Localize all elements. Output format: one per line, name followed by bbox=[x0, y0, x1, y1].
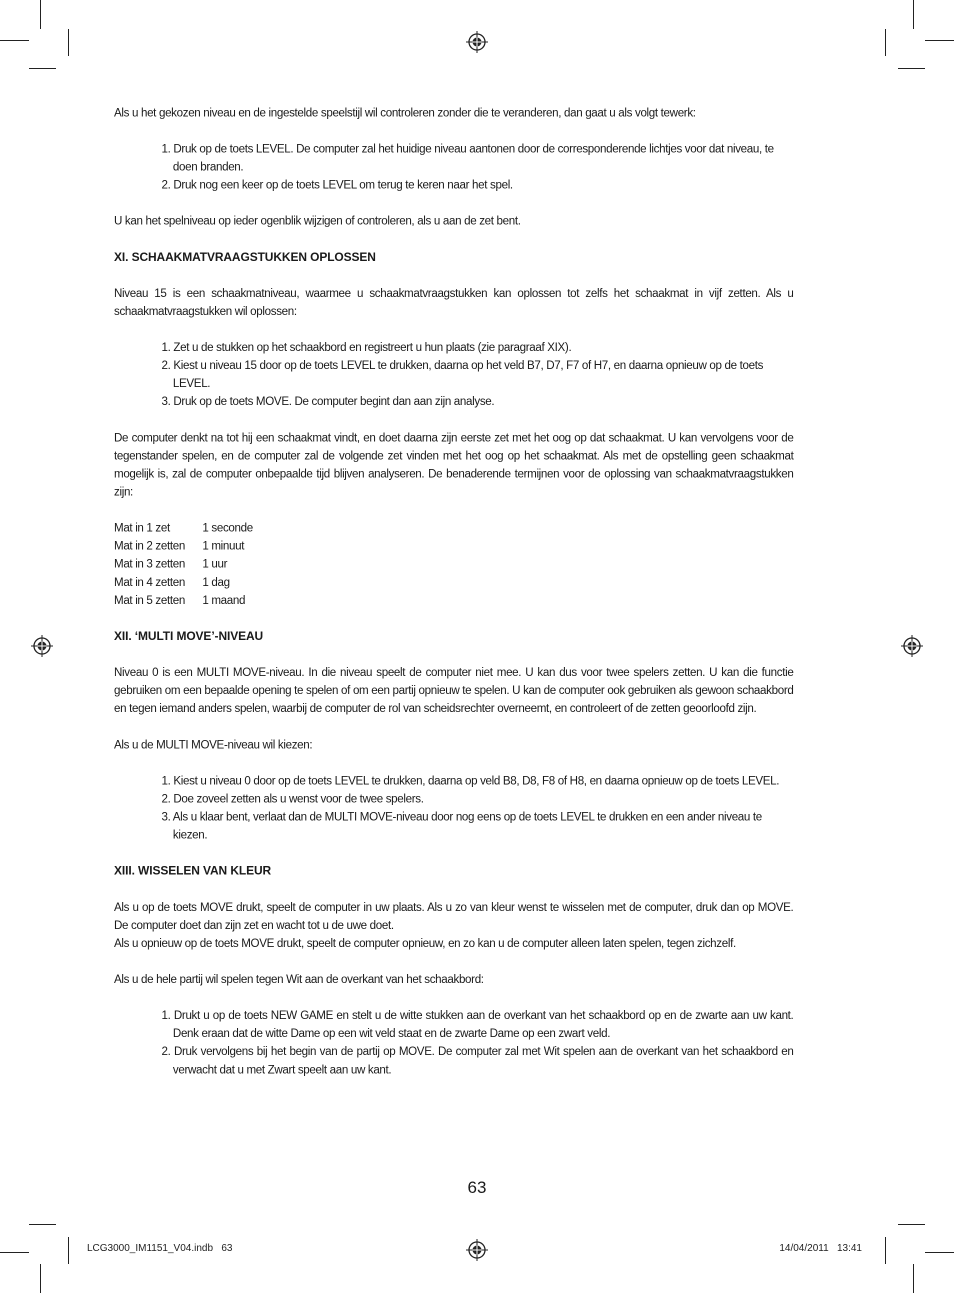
intro-note: U kan het spelniveau op ieder ogenblik wijzigen of controleren, als u aan de zet bent. bbox=[114, 214, 521, 228]
crop-mark bbox=[68, 29, 69, 56]
table-row bbox=[114, 592, 253, 610]
paragraph: Als u de hele partij wil spelen tegen Wit aan de overkant van het schaakbord: bbox=[114, 972, 484, 986]
table-cell: 1 minuut bbox=[202, 539, 245, 553]
table-cell: 1 uur bbox=[202, 557, 228, 571]
registration-mark-icon bbox=[466, 1239, 488, 1261]
crop-mark bbox=[885, 1237, 886, 1264]
crop-mark bbox=[0, 1252, 29, 1253]
table-cell: Mat in 1 zet bbox=[114, 521, 170, 535]
table-cell: Mat in 4 zetten bbox=[114, 575, 185, 589]
list-item: 2. Druk vervolgens bij het begin van de partij op MOVE. De computer zal met Wit spelen aan de overkant van het schaakbord en verwacht dat u met Zwart speelt aan uw kant. bbox=[161, 1044, 794, 1077]
crop-mark bbox=[913, 0, 914, 29]
list-item: 1. Zet u de stukken op het schaakbord en registreert u hun plaats (zie paragraaf XIX). bbox=[161, 340, 572, 354]
slug-file-info: LCG3000_IM1151_V04.indb 63 bbox=[87, 1243, 233, 1254]
intro-steps-list bbox=[114, 140, 793, 194]
crop-mark bbox=[925, 40, 954, 41]
table-cell: 1 seconde bbox=[202, 521, 253, 535]
crop-mark bbox=[898, 68, 925, 69]
list-item: 1. Drukt u op de toets NEW GAME en stelt u de witte stukken aan de overkant van het schaakbord op en de zwarte aan uw kant. Denk eraan dat de witte Dame op een wit veld staat en de zwarte Dame op een zwart veld. bbox=[161, 1008, 794, 1041]
section-heading-xii: XII. ‘MULTI MOVE’-NIVEAU bbox=[114, 629, 264, 643]
slug-datetime: 14/04/2011 13:41 bbox=[779, 1243, 862, 1254]
crop-mark bbox=[40, 0, 41, 29]
list-item: 1. Kiest u niveau 0 door op de toets LEVEL te drukken, daarna op veld B8, D8, F8 of H8, en daarna opnieuw op de toets LEVEL. bbox=[161, 773, 780, 788]
intro-paragraph: Als u het gekozen niveau en de ingestelde speelstijl wil controleren zonder die te veranderen, dan gaat u als volgt tewerk: bbox=[114, 105, 696, 120]
table-cell: 1 dag bbox=[202, 575, 230, 589]
section-heading-xiii: XIII. WISSELEN VAN KLEUR bbox=[114, 864, 272, 878]
xiii-steps-list bbox=[114, 1007, 793, 1079]
mate-times-table bbox=[114, 519, 253, 609]
crop-mark bbox=[885, 29, 886, 56]
paragraph: Als u op de toets MOVE drukt, speelt de computer in uw plaats. Als u zo van kleur wenst te wisselen met de computer, druk dan op MOVE. De computer doet dan zijn zet en wacht tot u de uwe doet. bbox=[114, 900, 794, 932]
paragraph: Als u opnieuw op de toets MOVE drukt, speelt de computer opnieuw, en zo kan u de computer alleen laten spelen, tegen zichzelf. bbox=[114, 936, 736, 950]
list-item: 3. Druk op de toets MOVE. De computer begint dan aan zijn analyse. bbox=[161, 394, 495, 409]
section-heading-xi: XI. SCHAAKMATVRAAGSTUKKEN OPLOSSEN bbox=[114, 250, 376, 264]
crop-mark bbox=[40, 1264, 41, 1293]
table-cell: 1 maand bbox=[202, 593, 246, 607]
list-item: 2. Druk nog een keer op de toets LEVEL om terug te keren naar het spel. bbox=[161, 178, 513, 192]
registration-mark-icon bbox=[31, 635, 53, 657]
table-cell: Mat in 2 zetten bbox=[114, 539, 185, 553]
paragraph: Niveau 15 is een schaakmatniveau, waarmee u schaakmatvraagstukken kan oplossen tot zelfs het schaakmat in vijf zetten. Als u schaakmatvraagstukken wil oplossen: bbox=[114, 286, 794, 318]
list-item: 3. Als u klaar bent, verlaat dan de MULTI MOVE-niveau door nog eens op de toets LEVEL te drukken en een ander niveau te kiezen. bbox=[161, 810, 762, 842]
list-item: 1. Druk op de toets LEVEL. De computer zal het huidige niveau aantonen door de corresponderende lichtjes voor dat niveau, te doen branden. bbox=[161, 142, 774, 174]
page-number: 63 bbox=[467, 1178, 487, 1197]
table-row bbox=[114, 555, 253, 573]
registration-mark-icon bbox=[901, 635, 923, 657]
body-text bbox=[114, 104, 793, 1079]
xi-steps-list bbox=[114, 339, 793, 411]
crop-mark bbox=[29, 68, 56, 69]
crop-mark bbox=[913, 1264, 914, 1293]
crop-mark bbox=[68, 1237, 69, 1264]
crop-mark bbox=[925, 1252, 954, 1253]
list-item: 2. Kiest u niveau 15 door op de toets LEVEL te drukken, daarna op het veld B7, D7, F7 of H7, en daarna opnieuw op de toets LEVEL. bbox=[161, 358, 764, 391]
paragraph: De computer denkt na tot hij een schaakmat vindt, en doet daarna zijn eerste zet met het oog op dat schaakmat. U kan vervolgens voor de tegenstander spelen, en de computer zal de volgende zet vinden met het oog op het schaakmat. Als met de opstelling geen schaakmat mogelijk is, zal de computer onbepaalde tijd blijven analyseren. De benaderende termijnen voor de oplossing van schaakmatvraagstukken zijn: bbox=[114, 430, 794, 499]
list-item: 2. Doe zoveel zetten als u wenst voor de twee spelers. bbox=[161, 792, 424, 806]
crop-mark bbox=[29, 1224, 56, 1225]
table-cell: Mat in 3 zetten bbox=[114, 557, 185, 571]
paragraph: Niveau 0 is een MULTI MOVE-niveau. In die niveau speelt de computer niet mee. U kan dus voor twee spelers zetten. U kan die functie gebruiken om een bepaalde opening te spelen of om een partij opnieuw te spelen. U kan de computer ook gebruiken als gewoon schaakbord en tegen iemand anders spelen, waarbij de computer de rol van scheidsrechter overneemt, en controleert of de zetten geoorloofd zijn. bbox=[114, 665, 794, 716]
crop-mark bbox=[898, 1224, 925, 1225]
crop-mark bbox=[0, 40, 29, 41]
registration-mark-icon bbox=[466, 31, 488, 53]
table-row bbox=[114, 519, 253, 537]
table-row bbox=[114, 537, 253, 555]
table-row bbox=[114, 573, 253, 591]
paragraph: Als u de MULTI MOVE-niveau wil kiezen: bbox=[114, 737, 313, 752]
xii-steps-list bbox=[114, 772, 793, 844]
table-cell: Mat in 5 zetten bbox=[114, 593, 185, 607]
